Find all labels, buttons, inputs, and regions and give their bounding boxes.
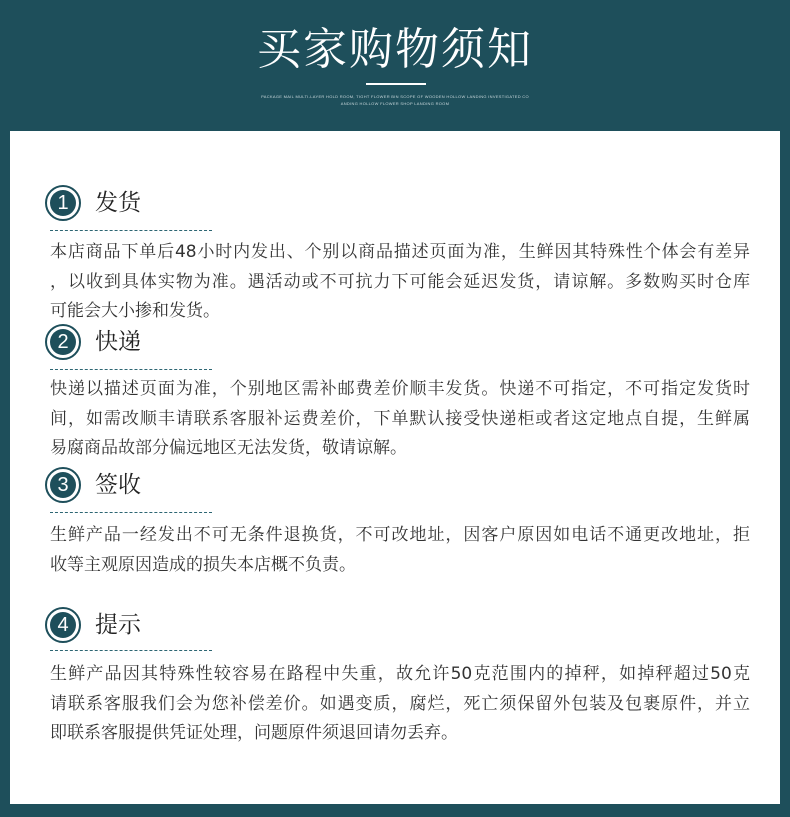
section-body: [50, 521, 750, 580]
section-number: 2: [50, 329, 76, 355]
section-number: 4: [50, 612, 76, 638]
section-tips: [0, 607, 790, 757]
section-body: [50, 375, 750, 464]
body-line: 本店商品下单后48小时内发出、个别以商品描述页面为准，生鲜因其特殊性个体会有差异: [50, 242, 750, 262]
section-title: 签收: [95, 472, 141, 498]
section-number: 3: [50, 472, 76, 498]
circled-number-4-icon: [45, 607, 81, 643]
body-line: ，以收到具体实物为准。遇活动或不可抗力下可能会延迟发货，请谅解。多数购买时仓库: [50, 271, 750, 292]
body-line: 即联系客服提供凭证处理，问题原件须退回请勿丢弃。: [50, 723, 458, 743]
circled-number-2-icon: [45, 324, 81, 360]
body-line: 间，如需改顺丰请联系客服补运费差价，下单默认接受快递柜或者这定地点自提，生鲜属: [50, 408, 750, 429]
dashed-divider: [50, 230, 212, 231]
circled-number-3-icon: [45, 467, 81, 503]
circled-number-1-icon: [45, 185, 81, 221]
dashed-divider: [50, 650, 212, 651]
section-body: [50, 238, 750, 327]
section-shipping: [0, 185, 790, 335]
body-line: 收等主观原因造成的损失本店概不负责。: [50, 554, 356, 575]
section-title: 快递: [95, 329, 141, 355]
body-line: 请联系客服我们会为您补偿差价。如遇变质，腐烂，死亡须保留外包装及包裹原件，并立: [50, 693, 750, 714]
section-delivery: [0, 324, 790, 474]
dashed-divider: [50, 369, 212, 370]
body-line: 易腐商品故部分偏远地区无法发货，敬请谅解。: [50, 438, 407, 458]
section-body: [50, 660, 750, 749]
body-line: 可能会大小掺和发货。: [50, 301, 220, 321]
header-subtitle-line-2: ANDING HOLLOW FLOWER SHOP LANDING ROOM: [340, 101, 450, 106]
title-underline: [366, 83, 426, 85]
body-line: 生鲜产品因其特殊性较容易在路程中失重，故允许50克范围内的掉秤，如掉秤超过50克: [50, 664, 750, 684]
page-title: 买家购物须知: [257, 24, 533, 75]
dashed-divider: [50, 512, 212, 513]
section-number: 1: [50, 190, 76, 216]
body-line: 快递以描述页面为准，个别地区需补邮费差价顺丰发货。快递不可指定，不可指定发货时: [50, 379, 750, 399]
section-receipt: [0, 467, 790, 617]
section-title: 提示: [95, 612, 141, 638]
section-title: 发货: [95, 190, 141, 216]
header-subtitle-line-1: PACKAGE MAIL MULTI-LAYER HOLD ROOM, TIGHT FLOWER BIN SCOPE OF WOODEN HOLLOW LANDING INVESTIGATED CO: [261, 94, 529, 99]
body-line: 生鲜产品一经发出不可无条件退换货，不可改地址，因客户原因如电话不通更改地址，拒: [50, 525, 750, 545]
